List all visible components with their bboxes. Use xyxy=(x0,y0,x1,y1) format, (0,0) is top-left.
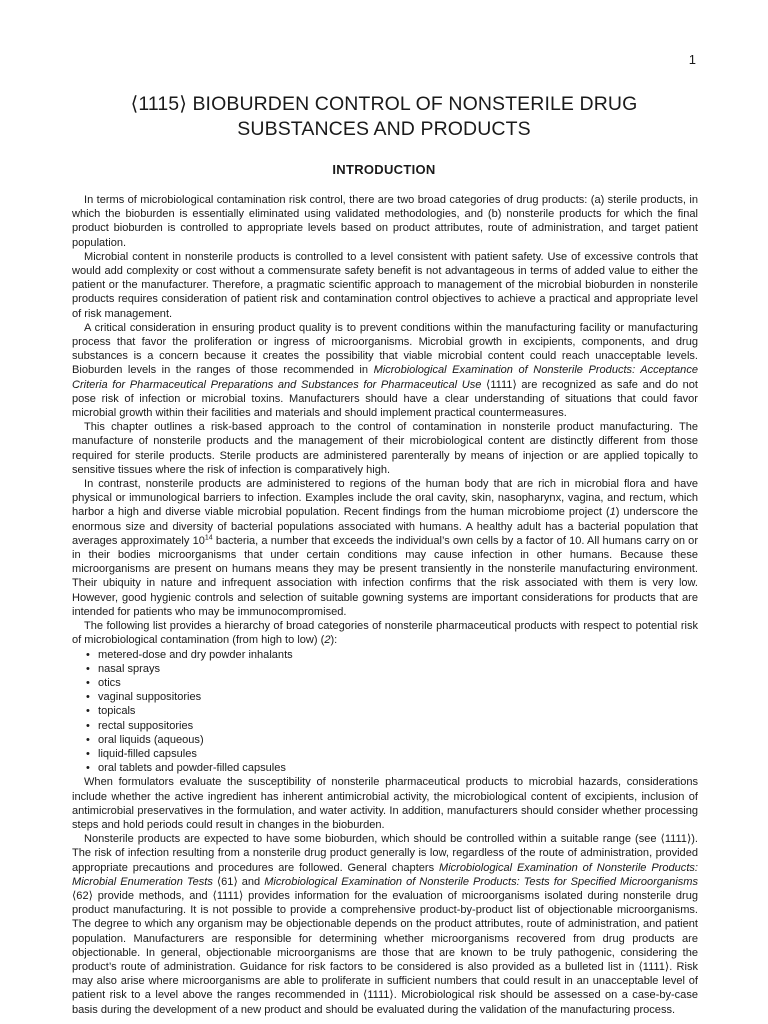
list-item: • liquid-filled capsules xyxy=(86,747,698,761)
chapter-reference-title: Microbiological Examination of Nonsterile Products: Tests for Specified Microorganisms xyxy=(264,875,698,888)
paragraph-text: ⟨1111⟩ are recognized as safe and do not pose risk of infection or microbial toxins. Manufacturers should have a clear understanding of situations that could favor microbial growth within their facilities and materials and should implement practical countermeasures. xyxy=(72,378,698,420)
page-number: 1 xyxy=(688,52,696,67)
list-item: • topicals xyxy=(86,704,698,718)
chapter-reference-title: Microbiological Examination of Nonsterile Products: Microbial Enumeration Tests xyxy=(72,861,698,888)
chapter-reference-title: Microbiological Examination of Nonsterile Products: Acceptance Criteria for Pharmaceutical Preparations and Substances for Pharmaceutical Use xyxy=(72,364,698,391)
product-risk-list xyxy=(72,648,698,776)
page-title: ⟨1115⟩ BIOBURDEN CONTROL OF NONSTERILE DRUG SUBSTANCES AND PRODUCTS xyxy=(130,93,638,140)
paragraph-text: ⟨62⟩ provide methods, and ⟨1111⟩ provides information for the evaluation of microorganisms isolated during nonsterile drug product manufacturing. It is not possible to provide a comprehensive product-by-product list of objectionable microorganisms. The degree to which any organism may be objectionable depends on the product attributes, route of administration, and patient population. Manufacturers are responsible for determining whether microorganisms recovered from drug products are objectionable. In general, objectionable microorganisms are those that are known to be truly pathogenic, considering the product’s route of administration. Guidance for risk factors to be considered is also provided as a bulleted list in ⟨1111⟩. Risk may also arise where microorganisms are able to proliferate in sufficient numbers that could result in an unacceptable level of patient risk to a level above the ranges recommended in ⟨1111⟩. Microbiological risk should be assessed on a case-by-case basis during the development of a new product and should be evaluated during the validation of the manufacturing process. xyxy=(72,889,698,1016)
paragraph-text: The following list provides a hierarchy of broad categories of nonsterile pharmaceutical products with respect to potential risk of microbiological contamination (from high to low) ( xyxy=(72,620,698,647)
section-heading-introduction: INTRODUCTION xyxy=(332,162,436,177)
paragraph-text: Nonsterile products are expected to have some bioburden, which should be controlled within a suitable range (see ⟨1111⟩). The risk of infection resulting from a nonsterile drug product generally is low, regardless of the route of administration, provided appropriate precautions and procedures are followed. General chapters xyxy=(72,833,698,874)
paragraph-text: bacteria, a number that exceeds the individual’s own cells by a factor of 10. All humans carry on or in their bodies microorganisms that under certain conditions may cause infection in other humans. Because these microorganisms are present on humans means they may be present transiently in the nonsterile manufacturing environment. Their ubiquity in nature and infrequent association with infection confirms that the risk associated with them is very low. However, good hygienic controls and selection of suitable gowning systems are important considerations for products that are intended for patients who may be immunocompromised. xyxy=(72,534,698,618)
superscript-exponent: 14 xyxy=(204,534,213,542)
citation-number: 2 xyxy=(324,634,331,647)
paragraph-2: Microbial content in nonsterile products is controlled to a level consistent with patient safety. Use of excessive controls that would add complexity or cost without a commensurate safety benefit is not advantageous in terms of added value to either the patient or the manufacturer. Therefore, a pragmatic scientific approach to management of the microbial bioburden in nonsterile products requires consideration of patient risk and contamination control objectives to achieve a practical and appropriate level of risk management. xyxy=(72,250,698,320)
paragraph-5 xyxy=(72,477,698,619)
paragraph-text: ): xyxy=(330,634,338,647)
paragraph-4: This chapter outlines a risk-based approach to the control of contamination in nonsterile product manufacturing. The manufacture of nonsterile products and the management of their microbiological content are distinctly different from those required for sterile products. Sterile products are administered parenterally by means of injection or are applied topically to sensitive tissues where the risk of infection is comparatively high. xyxy=(72,421,698,476)
paragraph-7: When formulators evaluate the susceptibility of nonsterile pharmaceutical products to microbial hazards, considerations include whether the active ingredient has inherent antimicrobial activity, the microbiological content of excipients, inclusion of antimicrobial preservatives in the formulation, and water activity. In addition, manufacturers should consider whether processing steps and hold periods could result in changes in the bioburden. xyxy=(72,776,698,831)
paragraph-6 xyxy=(72,619,698,647)
paragraph-text: ) underscore the enormous size and diversity of bacterial populations associated with humans. A healthy adult has a bacterial population that averages approximately 10 xyxy=(72,506,698,547)
document-body xyxy=(72,193,698,1017)
paragraph-text: ⟨61⟩ and xyxy=(212,875,265,888)
list-item: • rectal suppositories xyxy=(86,719,698,733)
paragraph-text: A critical consideration in ensuring product quality is to prevent conditions within the manufacturing facility or manufacturing process that favor the proliferation or ingress of microorganisms. Microbial growth in excipients, components, and drug substances is a concern because it creates the possibility that viable microbial content could reach unacceptable levels. Bioburden levels in the ranges of those recommended in xyxy=(72,321,698,377)
paragraph-1: In terms of microbiological contamination risk control, there are two broad categories of drug products: (a) sterile products, in which the bioburden is essentially eliminated using validated methodologies, and (b) nonsterile products for which the final product bioburden is controlled to appropriate levels based on product attributes, route of administration, and target patient population. xyxy=(72,194,698,249)
list-item: • nasal sprays xyxy=(86,662,698,676)
list-item: • oral liquids (aqueous) xyxy=(86,733,698,747)
paragraph-3 xyxy=(72,321,698,420)
list-item: • otics xyxy=(86,676,698,690)
list-item: • oral tablets and powder-filled capsules xyxy=(86,761,698,775)
paragraph-text: In contrast, nonsterile products are administered to regions of the human body that are rich in microbial flora and have physical or immunological barriers to infection. Examples include the oral cavity, skin, nasopharynx, vagina, and rectum, which harbor a high and diverse viable microbial population. Recent findings from the human microbiome project ( xyxy=(72,478,698,519)
list-item: • vaginal suppositories xyxy=(86,690,698,704)
list-item: • metered-dose and dry powder inhalants xyxy=(86,648,698,662)
paragraph-8 xyxy=(72,832,698,1017)
citation-number: 1 xyxy=(609,506,616,519)
